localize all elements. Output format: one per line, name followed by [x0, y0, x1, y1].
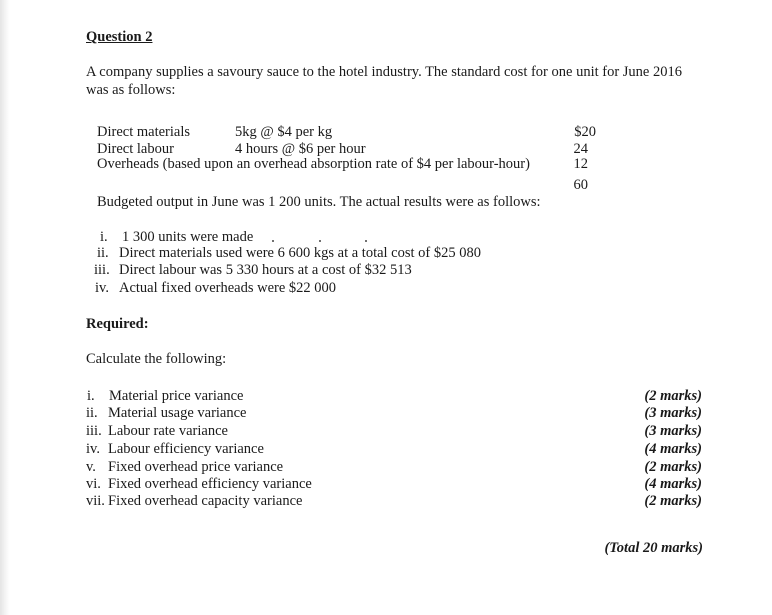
requirement-item: vi. Fixed overhead efficiency variance: [86, 476, 312, 492]
overheads-label: Overheads (based upon an overhead absorption rate of $4 per labour-hour): [97, 156, 530, 172]
intro-paragraph: A company supplies a savoury sauce to the hotel industry. The standard cost for one unit for June 2016 was as follows:: [86, 64, 682, 98]
actual-result-item: i. 1 300 units were made: [100, 229, 254, 245]
requirement-item: vii. Fixed overhead capacity variance: [86, 493, 303, 509]
actual-result-item: ii. Direct materials used were 6 600 kgs at a total cost of $25 080: [97, 245, 481, 261]
standard-cost-total: 60: [573, 177, 588, 193]
requirement-marks: (2 marks): [644, 388, 702, 404]
requirement-marks: (2 marks): [644, 459, 702, 475]
actual-result-item: iii. Direct labour was 5 330 hours at a cost of $32 513: [94, 262, 412, 278]
direct-labour-amount: 24: [573, 141, 588, 157]
direct-materials-label: Direct materials: [97, 124, 190, 140]
scan-speck: [365, 240, 367, 242]
total-marks: (Total 20 marks): [604, 540, 703, 556]
direct-labour-detail: 4 hours @ $6 per hour: [235, 141, 366, 157]
requirement-marks: (2 marks): [644, 493, 702, 509]
requirement-item: iv. Labour efficiency variance: [86, 441, 264, 457]
question-title: Question 2: [86, 29, 153, 45]
direct-materials-detail: 5kg @ $4 per kg: [235, 124, 333, 140]
requirement-marks: (4 marks): [644, 476, 702, 492]
requirement-item: v. Fixed overhead price variance: [86, 459, 284, 475]
overheads-amount: 12: [573, 156, 588, 172]
budget-statement: Budgeted output in June was 1 200 units. The actual results were as follows:: [97, 194, 541, 210]
direct-labour-label: Direct labour: [97, 141, 174, 157]
instruction-text: Calculate the following:: [86, 351, 227, 367]
page-edge-shadow: [0, 0, 10, 615]
requirement-marks: (3 marks): [644, 405, 702, 421]
actual-result-item: iv. Actual fixed overheads were $22 000: [95, 280, 337, 296]
requirement-marks: (4 marks): [644, 441, 702, 457]
requirement-marks: (3 marks): [644, 423, 702, 439]
requirement-item: iii. Labour rate variance: [86, 423, 228, 439]
direct-materials-amount: $20: [574, 124, 596, 140]
required-heading: Required:: [86, 316, 149, 332]
scan-speck: [319, 240, 321, 242]
requirement-item: i. Material price variance: [87, 388, 244, 404]
requirement-item: ii. Material usage variance: [86, 405, 247, 421]
scan-speck: [272, 240, 274, 242]
